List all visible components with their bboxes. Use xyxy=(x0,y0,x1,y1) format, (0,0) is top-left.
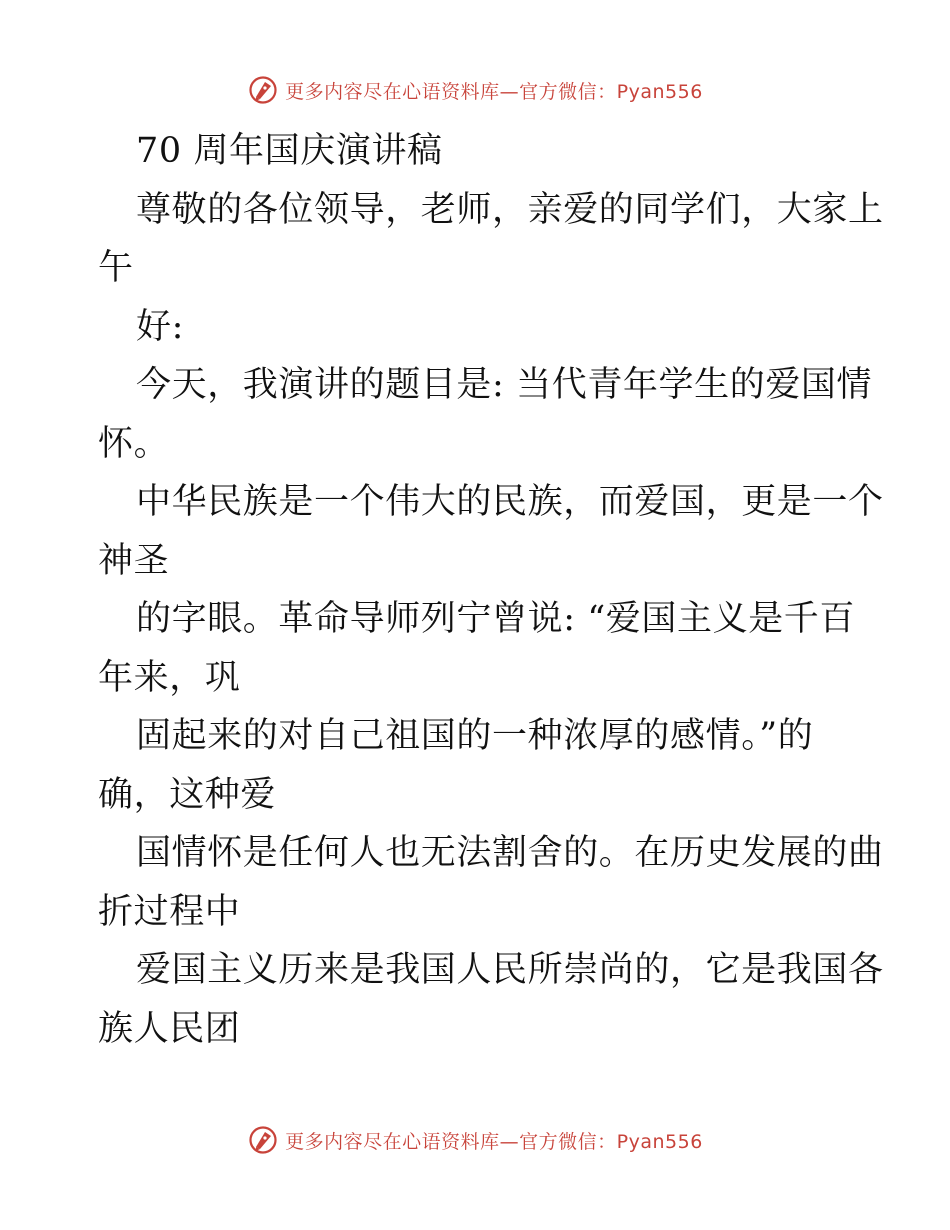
paragraph-line: 怀。 xyxy=(98,423,170,464)
pen-nib-logo-icon xyxy=(247,74,279,106)
paragraph-line: 神圣 xyxy=(98,540,170,581)
header-banner xyxy=(0,70,950,110)
paragraph-line: 午 xyxy=(98,248,134,288)
paragraph-line: 中华民族是一个伟大的民族，而爱国，更是一个 xyxy=(136,482,884,522)
paragraph-line: 好: xyxy=(136,306,184,347)
paragraph-line: 确，这种爱 xyxy=(98,774,277,815)
document-title: 70 周年国庆演讲稿 xyxy=(136,131,443,171)
pen-nib-logo-icon xyxy=(247,1124,279,1156)
footer-banner xyxy=(0,1120,950,1160)
paragraph-line: 今天，我演讲的题目是: 当代青年学生的爱国情 xyxy=(136,365,873,405)
paragraph-line: 折过程中 xyxy=(98,891,241,932)
paragraph-line: 国情怀是任何人也无法割舍的。在历史发展的曲 xyxy=(136,833,884,873)
banner-text: 更多内容尽在心语资料库—官方微信：Pyan556 xyxy=(285,80,703,103)
paragraph-line: 的字眼。革命导师列宁曾说: “爱国主义是千百 xyxy=(136,599,856,639)
paragraph-line: 年来，巩 xyxy=(98,657,241,698)
paragraph-line: 固起来的对自己祖国的一种浓厚的感情。”的 xyxy=(136,716,814,756)
banner-text: 更多内容尽在心语资料库—官方微信：Pyan556 xyxy=(285,1130,703,1153)
paragraph-line: 爱国主义历来是我国人民所崇尚的，它是我国各 xyxy=(136,950,884,990)
paragraph-line: 族人民团 xyxy=(98,1008,241,1049)
paragraph-line: 尊敬的各位领导，老师，亲爱的同学们，大家上 xyxy=(136,189,884,230)
document-body xyxy=(98,122,884,1058)
